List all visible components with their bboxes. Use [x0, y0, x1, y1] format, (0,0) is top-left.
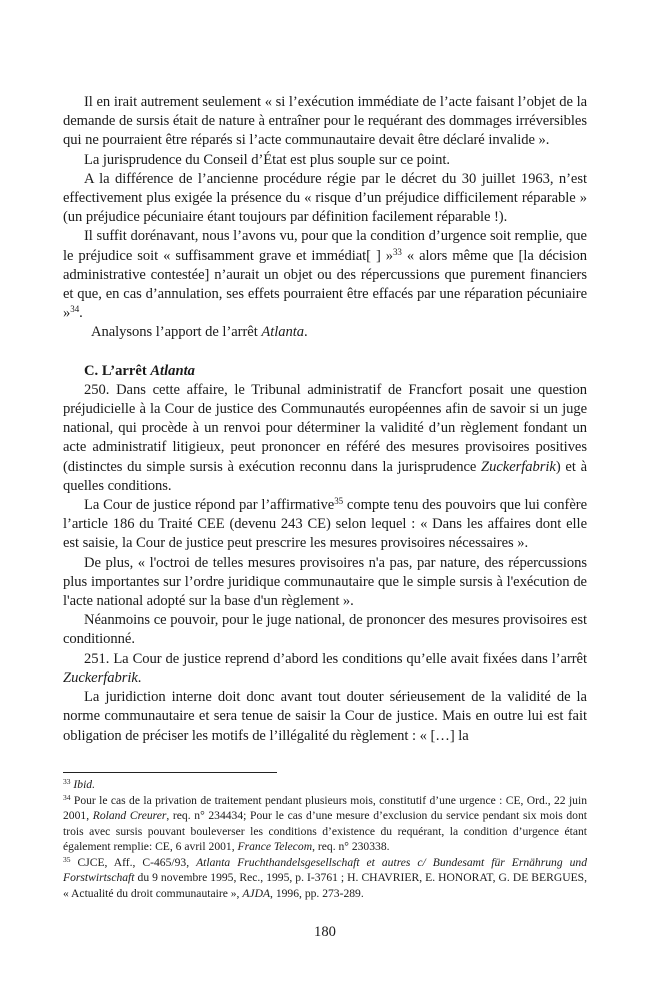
footnote-text: , req. n° 230338.: [312, 840, 390, 853]
footnote-case-name: Roland Creurer: [92, 809, 167, 822]
paragraph-text: La Cour de justice répond par l’affirmative: [84, 497, 335, 514]
footnote-text: , 1996, pp. 273-289.: [270, 886, 364, 900]
paragraph: [63, 381, 587, 496]
paragraph: A la différence de l’ancienne procédure régie par le décret du 30 juillet 1963, n’est effectivement plus exigée la présence du « risque d’un préjudice difficilement réparable » (un préjudice pécuniaire étant toujours par définition facilement réparable !).: [63, 170, 587, 226]
footnote-number: 33: [63, 777, 71, 786]
footnote-34: [63, 793, 587, 855]
footnote-text: Ibid.: [73, 778, 95, 791]
paragraph-text: 251. La Cour de justice reprend d’abord les conditions qu’elle avait fixées dans l’arrêt: [84, 650, 587, 667]
footnote-journal-name: AJDA: [242, 886, 271, 900]
footnote-case-name: Atlanta Fruchthandelsgesellschaft et autres c/ Bundesamt für Ernährung und Forstwirtschaft: [63, 855, 587, 884]
paragraph-text: « alors même que [la décision administrative contestée] n’aurait un objet ou des répercussions que purement financiers et que, en cas d’annulation, ses effets pourraient être effacés par une réparation pécuniaire »: [63, 247, 587, 322]
case-name: Zuckerfabrik: [63, 669, 138, 686]
footnote-separator: [63, 772, 277, 773]
heading-text: C. L’arrêt: [84, 362, 151, 379]
footnote-number: 35: [63, 854, 71, 864]
page-number: 180: [314, 924, 336, 940]
page-body: [63, 93, 587, 746]
footnote-case-name: France Telecom: [237, 840, 313, 853]
paragraph: Néanmoins ce pouvoir, pour le juge national, de prononcer des mesures provisoires est conditionné.: [63, 612, 587, 648]
footnote-ref-33[interactable]: 33: [392, 246, 402, 257]
paragraph-text: compte tenu des pouvoirs que lui confère l’article 186 du Traité CEE (devenu 243 CE) selon lequel : « Dans les affaires dont elle est saisie, la Cour de justice peut prescrire les mesures provisoires nécessaires ».: [63, 497, 588, 552]
case-name: Zuckerfabrik: [481, 458, 556, 475]
paragraph: La juridiction interne doit donc avant tout douter sérieusement de la validité de la norme communautaire et sera tenue de saisir la Cour de justice. Mais en outre lui est fait obligation de préciser les motifs de l’illégalité du règlement : « […] la: [63, 689, 587, 744]
paragraph-text: Analysons l’apport de l’arrêt: [91, 324, 262, 341]
paragraph: Il en irait autrement seulement « si l’exécution immédiate de l’acte faisant l’objet de la demande de sursis était de nature à entraîner pour le requérant des dommages irréversibles qui ne pourraient être réparés si l’acte communautaire devait être déclaré invalide ».: [63, 94, 587, 149]
paragraph: [63, 496, 587, 554]
paragraph-text: 250. Dans cette affaire, le Tribunal administratif de Francfort posait une question préjudicielle à la Cour de justice des Communautés européennes afin de savoir si un juge national, qui procède à un renvoi pour déterminer la validité d’un règlement fondant un acte administratif litigieux, peut prononcer en référé des mesures provisoires positives (distinctes du simple sursis à exécution reconnu dans la jurisprudence: [63, 381, 587, 475]
paragraph: La jurisprudence du Conseil d’État est plus souple sur ce point.: [84, 151, 451, 168]
footnote-ref-34[interactable]: 34: [70, 304, 80, 315]
footnote-text: , req. n° 234434; Pour le cas d’une mesure d’exclusion du service pendant six mois dont trois avec sursis pouvant bouleverser les conditions d’existence du requérant, la condition d’urgence étant également remplie: CE, 6 avril 2001,: [63, 809, 587, 853]
footnote-35: [63, 855, 587, 902]
paragraph-text: Il suffit dorénavant, nous l’avons vu, pour que la condition d’urgence soit remplie, que le préjudice soit « suffisamment grave et immédiat[ ] »: [63, 228, 587, 264]
footnote-text: du 9 novembre 1995, Rec., 1995, p. I-3761 ; H. CHAVRIER, E. HONORAT, G. DE BERGUES, « Actualité du droit communautaire »,: [63, 871, 587, 900]
paragraph-text: .: [79, 305, 83, 322]
footnotes: [63, 777, 587, 901]
case-name: Atlanta: [261, 324, 304, 341]
paragraph: De plus, « l'octroi de telles mesures provisoires n'a pas, par nature, des répercussions plus importantes sur l’ordre juridique communautaire que le simple sursis à l'exécution de l'acte national adopté sur la base d'un règlement ».: [63, 554, 587, 610]
footnote-ref-35[interactable]: 35: [334, 496, 344, 507]
section-heading: [63, 362, 587, 381]
paragraph: [63, 227, 587, 323]
heading-case-name: Atlanta: [150, 362, 195, 379]
paragraph-text: .: [303, 324, 308, 341]
paragraph: [63, 650, 587, 688]
paragraph-text: ) et à quelles conditions.: [63, 458, 587, 494]
footnote-33: [63, 777, 587, 793]
paragraph: [63, 323, 587, 342]
footnote-text: Pour le cas de la privation de traitement pendant plusieurs mois, constitutif d’une urgence : CE, Ord., 22 juin 2001,: [63, 793, 587, 822]
footnote-text: CJCE, Aff., C-465/93,: [70, 855, 197, 869]
paragraph-text: .: [137, 669, 142, 686]
footnote-number: 34: [63, 792, 71, 802]
